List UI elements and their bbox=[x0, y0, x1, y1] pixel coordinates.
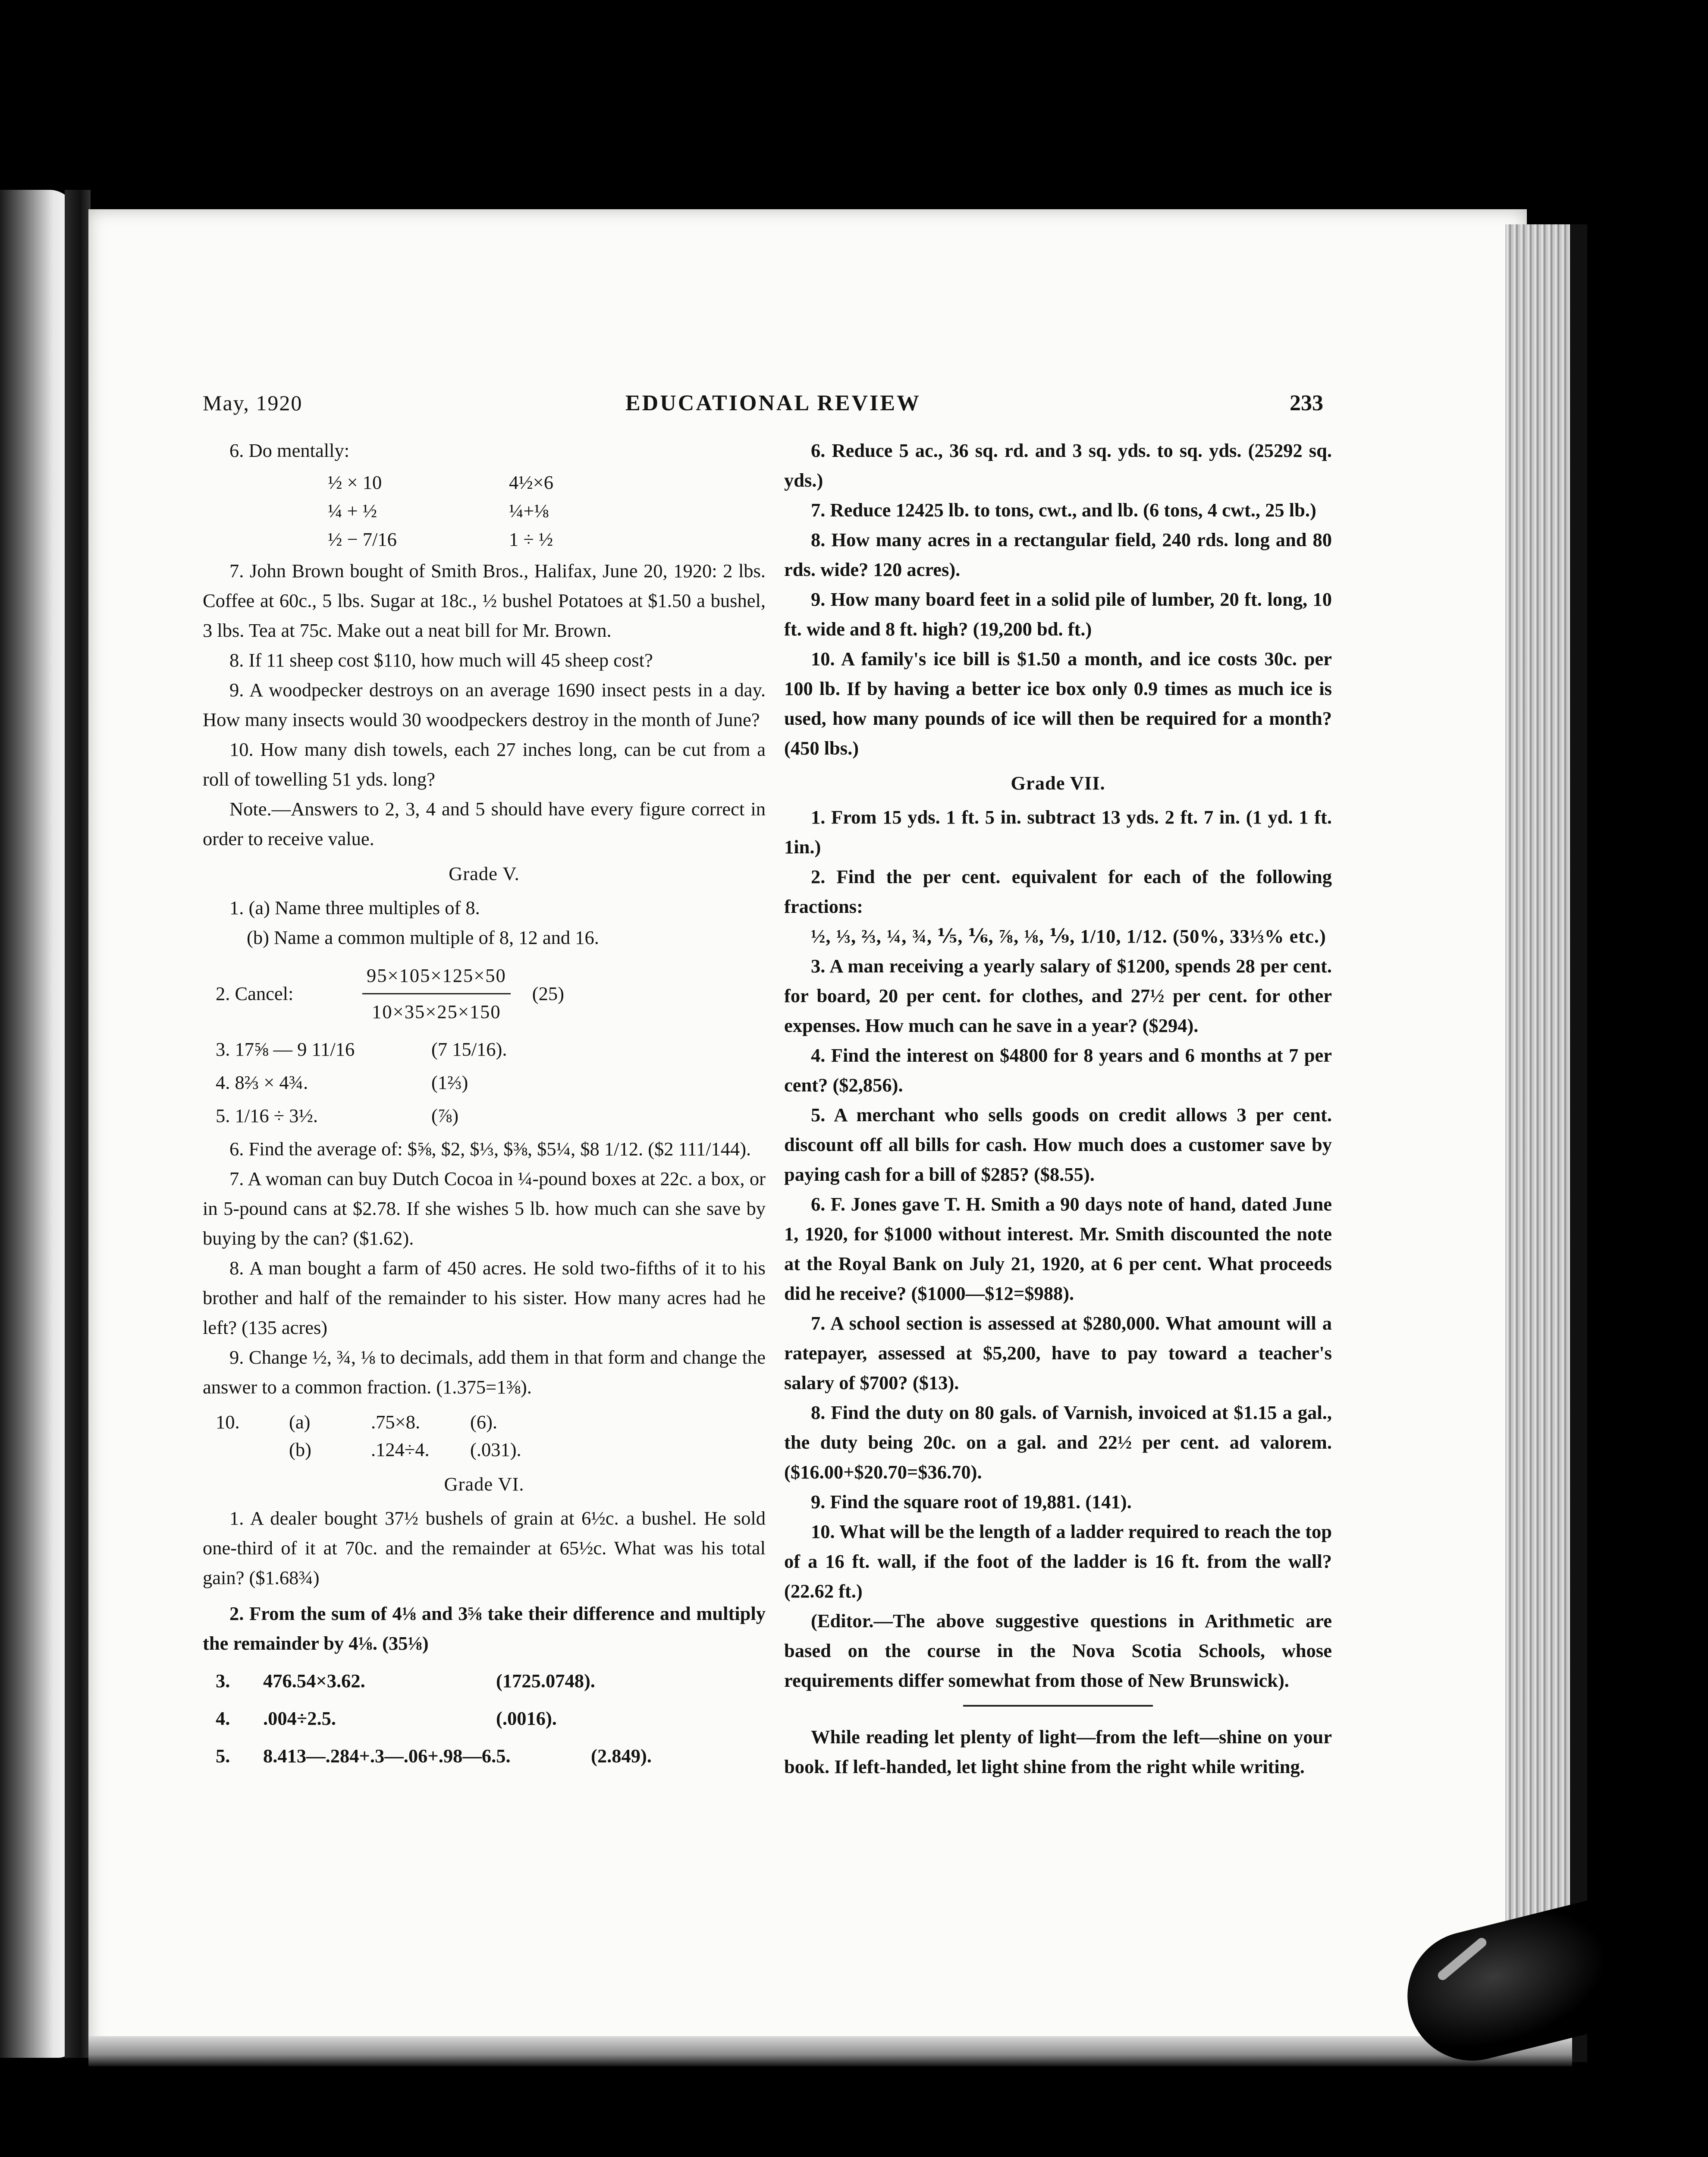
question-9: 9. How many board feet in a solid pile of lumber, 20 ft. long, 10 ft. wide and 8 ft. high? (19,200 bd. ft.) bbox=[784, 588, 1332, 640]
op-answer: (.0016). bbox=[496, 1707, 557, 1729]
question-8: 8. How many acres in a rectangular field, 240 rds. long and 80 rds. wide? 120 acres). bbox=[784, 529, 1332, 580]
op-answer: (2.849). bbox=[591, 1745, 652, 1767]
left-column bbox=[203, 436, 766, 1779]
page-stack-edge bbox=[1505, 224, 1570, 2062]
grade7-q2: 2. Find the per cent. equivalent for each of the following fractions: bbox=[784, 866, 1332, 917]
question-7: 7. Reduce 12425 lb. to tons, cwt., and lb. (6 tons, 4 cwt., 25 lb.) bbox=[811, 499, 1316, 521]
grade7-q2-fractions: ½, ⅓, ⅔, ¼, ¾, ⅕, ⅙, ⅞, ⅛, ⅑, 1/10, 1/12. (50%, 33⅓% etc.) bbox=[811, 925, 1326, 947]
cancel-answer: (25) bbox=[532, 982, 564, 1004]
mental-exercises bbox=[328, 468, 766, 553]
problem: 4. 8⅔ × 4¾. bbox=[216, 1072, 308, 1093]
part-b-answer: (.031). bbox=[470, 1439, 521, 1460]
grade5-q4 bbox=[203, 1068, 766, 1097]
grade7-q1: 1. From 15 yds. 1 ft. 5 in. subtract 13 yds. 2 ft. 7 in. (1 yd. 1 ft. 1in.) bbox=[784, 806, 1332, 858]
operation-row bbox=[203, 1704, 766, 1733]
grade7-q7: 7. A school section is assessed at $280,000. What amount will a ratepayer, assessed at $5,200, have to pay toward a teacher's salary of $700? ($13). bbox=[784, 1312, 1332, 1393]
grade5-q6: 6. Find the average of: $⅝, $2, $⅓, $⅜, $5¼, $8 1/12. ($2 111/144). bbox=[229, 1138, 751, 1160]
answer: (1⅔) bbox=[431, 1072, 468, 1093]
q-number: 10. bbox=[216, 1411, 240, 1433]
op-problem: 8.413—.284+.3—.06+.98—6.5. bbox=[263, 1745, 511, 1767]
op-answer: (1725.0748). bbox=[496, 1670, 595, 1692]
grade7-q4: 4. Find the interest on $4800 for 8 years and 6 months at 7 per cent? ($2,856). bbox=[784, 1044, 1332, 1096]
question-10: 10. A family's ice bill is $1.50 a month, and ice costs 30c. per 100 lb. If by having a better ice box only 0.9 times as much ice is used, how many pounds of ice will then be required for a month? (450 lbs.) bbox=[784, 648, 1332, 759]
grade5-q3 bbox=[203, 1034, 766, 1064]
question-10: 10. How many dish towels, each 27 inches long, can be cut from a roll of towelling 51 yds. long? bbox=[203, 739, 766, 790]
grade5-q10 bbox=[203, 1408, 766, 1463]
cancel-problem bbox=[203, 961, 766, 1026]
problem: 3. 17⅝ — 9 11/16 bbox=[216, 1038, 355, 1060]
grade5-q8: 8. A man bought a farm of 450 acres. He sold two-fifths of it to his brother and half of the remainder to his sister. How many acres had he left? (135 acres) bbox=[203, 1257, 766, 1338]
question-6: 6. Reduce 5 ac., 36 sq. rd. and 3 sq. yds. to sq. yds. (25292 sq. yds.) bbox=[784, 440, 1332, 491]
right-column bbox=[784, 436, 1332, 1782]
operation-row bbox=[203, 1666, 766, 1696]
part-a-problem: .75×8. bbox=[371, 1411, 421, 1433]
grade5-q1b: (b) Name a common multiple of 8, 12 and 16. bbox=[247, 927, 599, 948]
mental-item: ¼ + ½ bbox=[328, 500, 377, 522]
facing-page-edge bbox=[0, 190, 75, 2058]
op-number: 3. bbox=[216, 1670, 230, 1692]
problem: 5. 1/16 ÷ 3½. bbox=[216, 1105, 318, 1126]
grade5-q9: 9. Change ½, ¾, ⅛ to decimals, add them in that form and change the answer to a common fraction. (1.375=1⅜). bbox=[203, 1346, 766, 1398]
mental-item: ½ × 10 bbox=[328, 472, 382, 493]
mental-item: ¼+⅛ bbox=[509, 500, 549, 522]
running-head-date: May, 1920 bbox=[203, 391, 303, 415]
op-number: 5. bbox=[216, 1745, 230, 1767]
grade6-operations bbox=[203, 1666, 766, 1771]
grade7-q9: 9. Find the square root of 19,881. (141). bbox=[811, 1491, 1132, 1512]
book-gutter bbox=[65, 190, 91, 2058]
mental-item: ½ − 7/16 bbox=[328, 528, 397, 550]
op-problem: 476.54×3.62. bbox=[263, 1670, 365, 1692]
question-7: 7. John Brown bought of Smith Bros., Halifax, June 20, 1920: 2 lbs. Coffee at 60c., 5 lbs. Sugar at 18c., ½ bushel Potatoes at $1.50 a bushel, 3 lbs. Tea at 75c. Make out a neat bill for Mr. Brown. bbox=[203, 560, 766, 641]
grade6-q2: 2. From the sum of 4⅛ and 3⅝ take their difference and multiply the remainder by 4⅛. (35⅛) bbox=[203, 1603, 766, 1654]
page-bottom-edge bbox=[88, 2036, 1572, 2066]
question-6-heading: 6. Do mentally: bbox=[229, 440, 350, 461]
grade-v-heading: Grade V. bbox=[449, 863, 520, 884]
part-a-answer: (6). bbox=[470, 1411, 498, 1433]
operation-row bbox=[203, 1741, 766, 1771]
fraction-numerator: 95×105×125×50 bbox=[362, 961, 511, 994]
grade7-q3: 3. A man receiving a yearly salary of $1200, spends 28 per cent. for board, 20 per cent. for clothes, and 27½ per cent. for other expenses. How much can he save in a year? ($294). bbox=[784, 955, 1332, 1036]
mental-item: 4½×6 bbox=[509, 472, 553, 493]
answer: (7 15/16). bbox=[431, 1038, 507, 1060]
grade7-q6: 6. F. Jones gave T. H. Smith a 90 days note of hand, dated June 1, 1920, for $1000 without interest. Mr. Smith discounted the note at the Royal Bank on July 21, 1920, at 6 per cent. What proceeds did he receive? ($1000—$12=$988). bbox=[784, 1193, 1332, 1304]
grade7-q5: 5. A merchant who sells goods on credit allows 3 per cent. discount off all bills for cash. How much does a customer save by paying cash for a bill of $285? ($8.55). bbox=[784, 1104, 1332, 1185]
mental-item: 1 ÷ ½ bbox=[509, 528, 553, 550]
grade7-q8: 8. Find the duty on 80 gals. of Varnish, invoiced at $1.15 a gal., the duty being 20c. on a gal. and 22½ per cent. ad valorem. ($16.00+$20.70=$36.70). bbox=[784, 1402, 1332, 1483]
reading-tip: While reading let plenty of light—from the left—shine on your book. If left-handed, let light shine from the right while writing. bbox=[784, 1726, 1332, 1777]
part-b-label: (b) bbox=[289, 1439, 311, 1460]
grade5-q5 bbox=[203, 1101, 766, 1131]
section-rule bbox=[963, 1705, 1153, 1707]
op-problem: .004÷2.5. bbox=[263, 1707, 336, 1729]
answer: (⅞) bbox=[431, 1105, 459, 1126]
grade7-q10: 10. What will be the length of a ladder required to reach the top of a 16 ft. wall, if the foot of the ladder is 16 ft. from the wall? (22.62 ft.) bbox=[784, 1521, 1332, 1602]
page-number: 233 bbox=[1290, 391, 1323, 415]
grade-vi-heading: Grade VI. bbox=[444, 1473, 524, 1495]
note: Note.—Answers to 2, 3, 4 and 5 should have every figure correct in order to receive value. bbox=[203, 798, 766, 849]
scan-shadow bbox=[1570, 224, 1587, 2062]
fraction-denominator: 10×35×25×150 bbox=[372, 1000, 501, 1022]
grade5-q1a: 1. (a) Name three multiples of 8. bbox=[229, 897, 480, 918]
part-a-label: (a) bbox=[289, 1411, 311, 1433]
part-b-problem: .124÷4. bbox=[371, 1439, 430, 1460]
op-number: 4. bbox=[216, 1707, 230, 1729]
question-8: 8. If 11 sheep cost $110, how much will 45 sheep cost? bbox=[229, 649, 653, 671]
cancel-fraction bbox=[362, 961, 511, 1027]
grade-vii-heading: Grade VII. bbox=[1011, 772, 1105, 794]
cancel-label: 2. Cancel: bbox=[216, 982, 294, 1004]
editor-note: (Editor.—The above suggestive questions in Arithmetic are based on the course in the Nova Scotia Schools, whose requirements differ somewhat from those of New Brunswick). bbox=[784, 1610, 1332, 1691]
grade6-q1: 1. A dealer bought 37½ bushels of grain at 6½c. a bushel. He sold one-third of it at 70c. and the remainder at 65½c. What was his total gain? ($1.68¾) bbox=[203, 1507, 766, 1588]
question-9: 9. A woodpecker destroys on an average 1690 insect pests in a day. How many insects would 30 woodpeckers destroy in the month of June? bbox=[203, 679, 766, 730]
running-head-title: EDUCATIONAL REVIEW bbox=[625, 391, 921, 415]
grade5-q7: 7. A woman can buy Dutch Cocoa in ¼-pound boxes at 22c. a box, or in 5-pound cans at $2.78. If she wishes 5 lb. how much can she save by buying by the can? ($1.62). bbox=[203, 1168, 766, 1249]
